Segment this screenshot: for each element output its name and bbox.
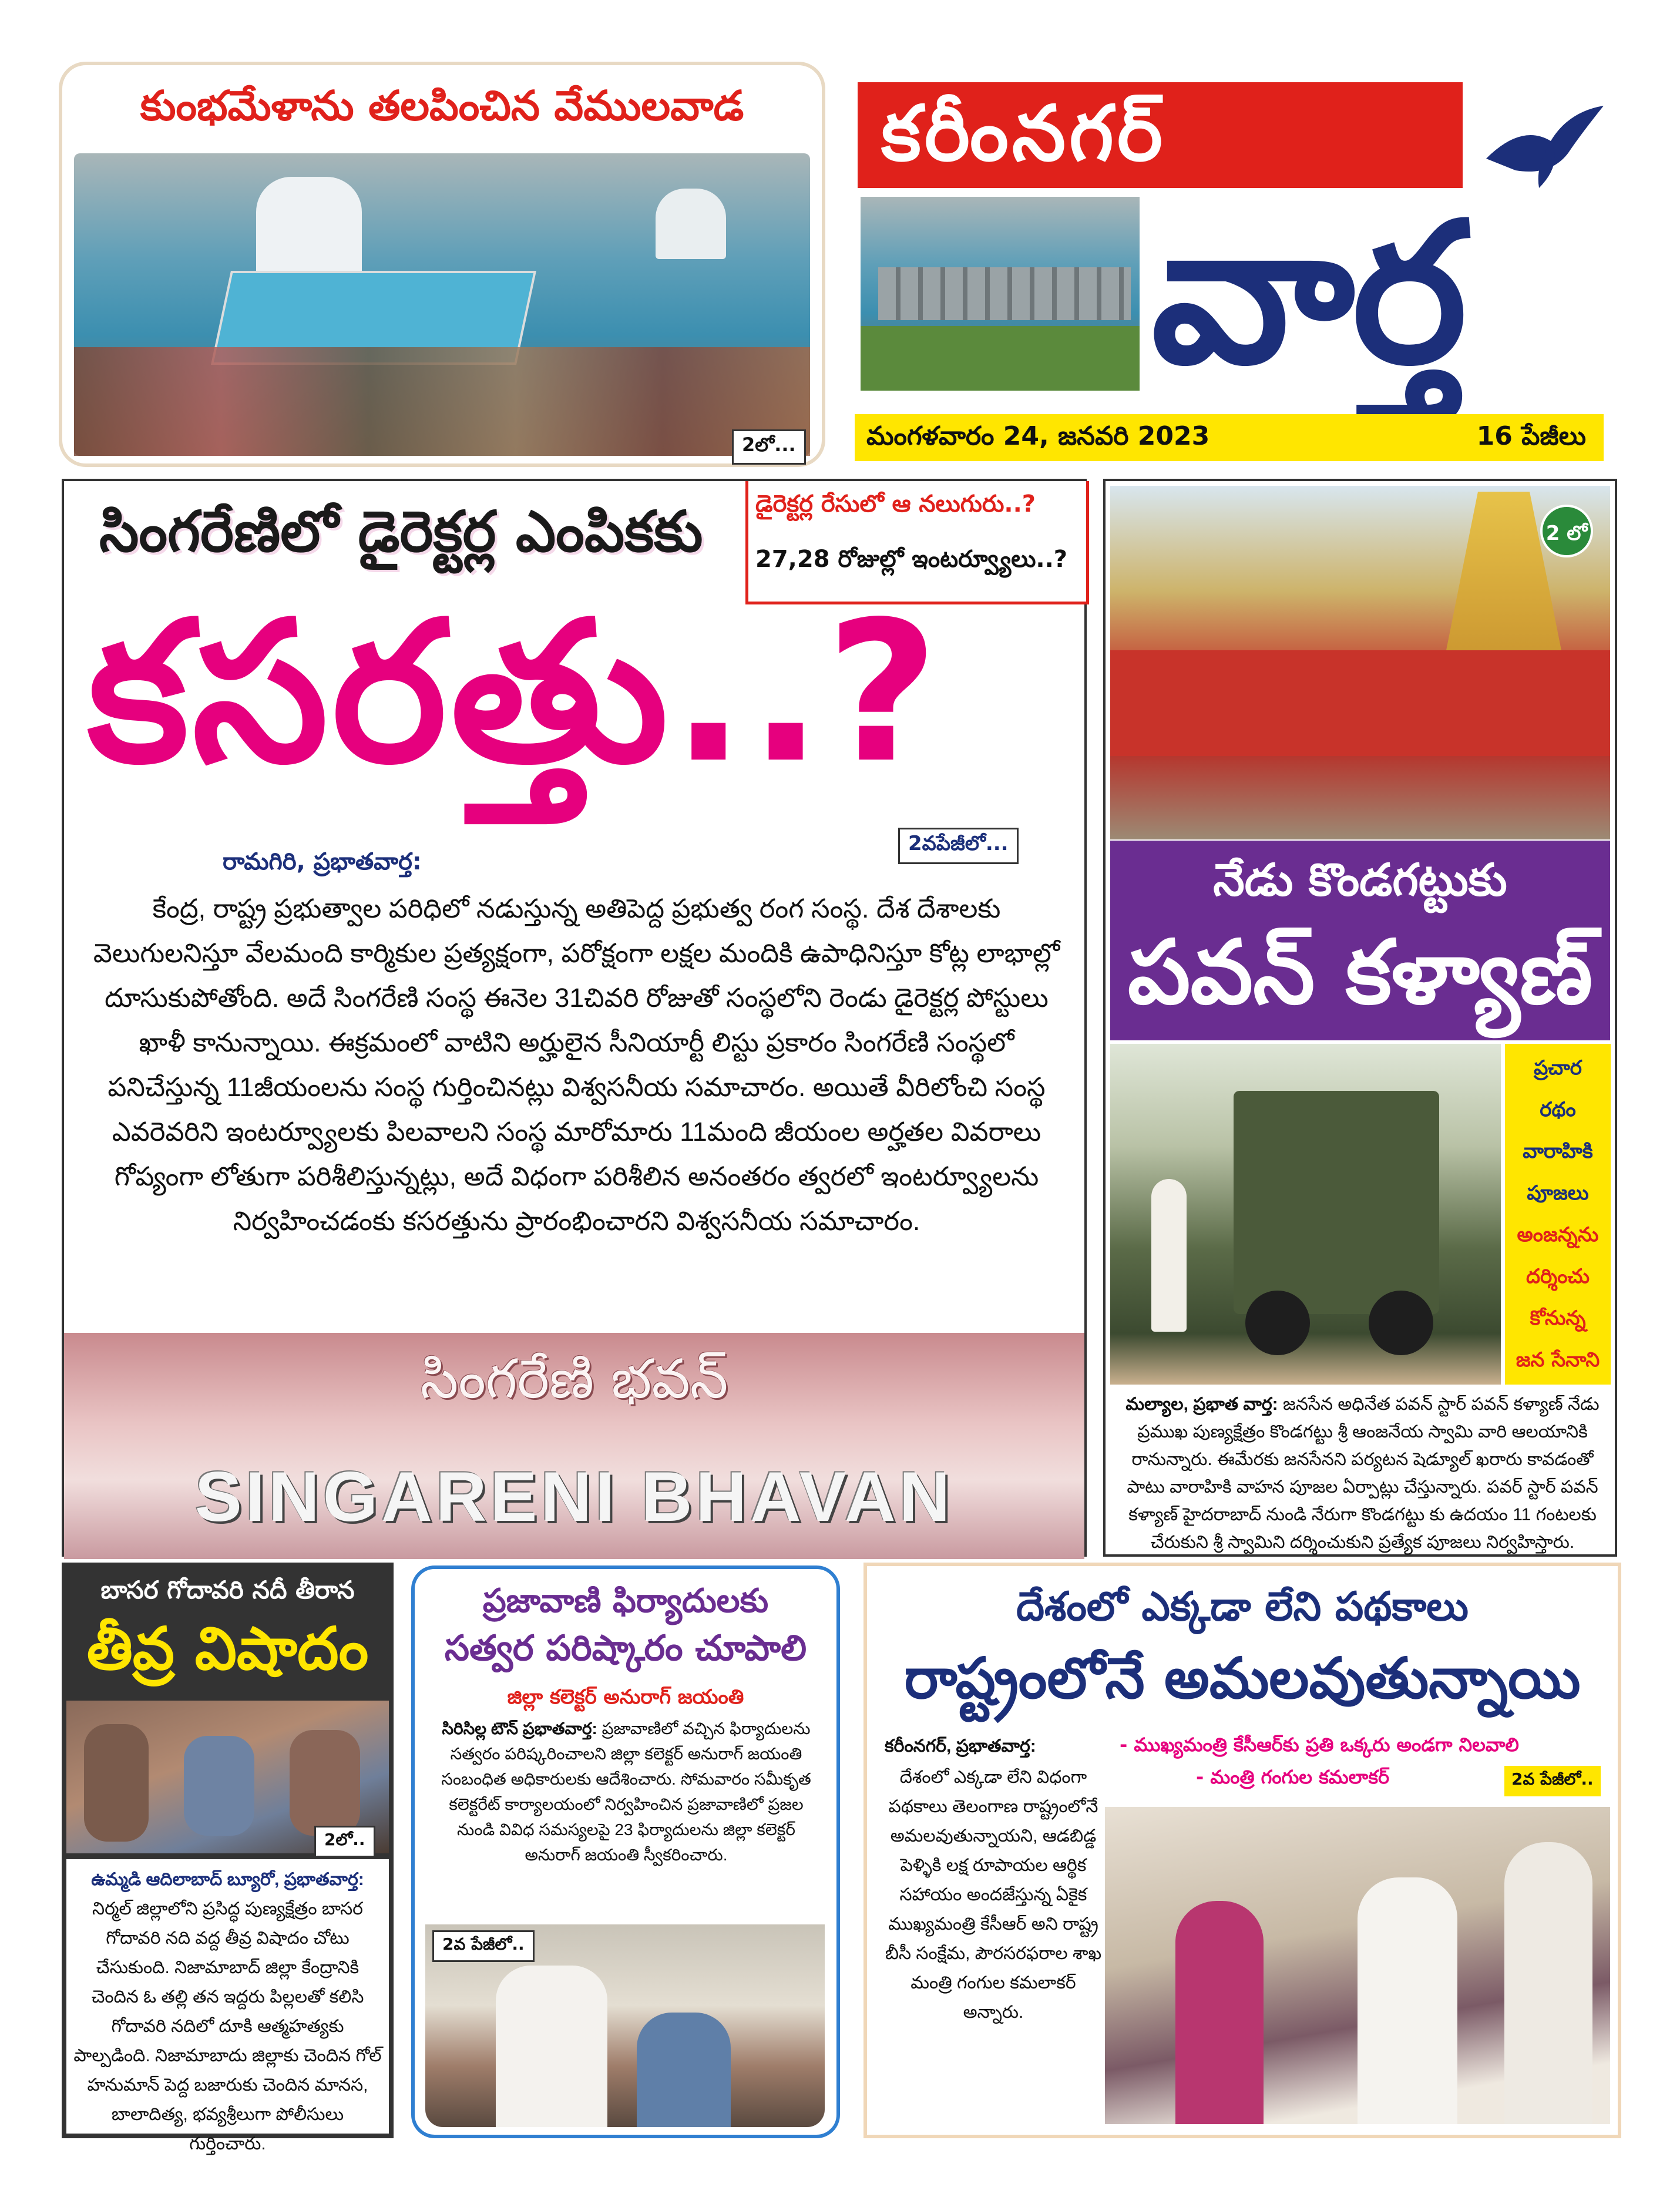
photo-figure-3	[290, 1730, 360, 1836]
temple-wall	[1110, 650, 1610, 756]
photo-figure-2	[184, 1736, 254, 1836]
lead-more-tag[interactable]: 2వపేజీలో...	[898, 828, 1019, 864]
right-headline: పవన్ కళ్యాణ్	[1127, 922, 1593, 1024]
schemes-body: దేశంలో ఎక్కడా లేని విధంగా పథకాలు తెలంగాణ రాష్ట్రంలోనే అమలవుతున్నాయని, ఆడబిడ్డ పెళ్ళికి లక్ష రూపాయల ఆర్థిక సహాయం అందజేస్తున్న ఏకైక ముఖ్యమంత్రి కేసీఆర్ అని రాష్ట్ర బీసీ సంక్షేమ, పౌరసరఫరాల శాఖ మంత్రి గంగుల కమలాకర్ అన్నారు.	[885, 1768, 1102, 2022]
side-word-8: జన సేనాని	[1516, 1348, 1600, 1372]
singareni-bhavan-photo	[64, 1333, 1084, 1559]
lead-headline: కసరత్తు..?	[88, 580, 942, 805]
basara-headline: తీవ్ర విషాదం	[86, 1614, 369, 1683]
schemes-story	[863, 1563, 1621, 2138]
right-body	[1123, 1390, 1602, 1556]
masthead-logo-main: వార్త	[1151, 181, 1465, 407]
masthead-red-bar	[858, 82, 1463, 188]
right-body-text: జనసేన అధినేత పవన్ స్టార్ పవన్ కళ్యాణ్ నేడు ప్రముఖ పుణ్యక్షేత్రం కొండగట్టు శ్రీ ఆంజనేయ స్వామి వారి ఆలయానికి రానున్నారు. ఈమేరకు జనసేనని పర్యటన షెడ్యూల్ ఖరారు కావడంతో పాటు వారాహికి వాహన పూజల ఏర్పాట్లు చేస్తున్నారు. పవర్ స్టార్ పవన్ కళ్యాణ్ హైదరాబాద్ నుండి నేరుగా కొండగట్టు కు ఉదయం 11 గంటలకు చేరుకుని శ్రీ స్వామిని దర్శించుకుని ప్రత్యేక పూజలు నిర్వహిస్తారు.	[1127, 1395, 1600, 1552]
photo-man-white	[496, 1966, 607, 2127]
prajavani-headline-2: సత్వర పరిష్కారం చూపాలి	[444, 1628, 807, 1669]
masthead-date-bar	[855, 414, 1604, 461]
prajavani-headline-1: ప్రజావాణి ఫిర్యాదులకు	[482, 1582, 769, 1620]
side-word-6: దర్శించు	[1526, 1265, 1590, 1288]
right-headline-panel	[1110, 841, 1610, 1040]
schemes-quote-2: - మంత్రి గంగుల కమలాకర్	[1196, 1766, 1390, 1788]
side-word-1: ప్రచార	[1534, 1056, 1582, 1080]
lead-body: కేంద్ర, రాష్ట్ర ప్రభుత్వాల పరిధిలో నడుస్తున్న అతిపెద్ద ప్రభుత్వ రంగ సంస్థ. దేశ దేశాలకు వెలుగులనిస్తూ వేలమంది కార్మికుల ప్రత్యక్షంగా, పరోక్షంగా లక్షల మందికి ఉపాధినిస్తూ కోట్ల లాభాల్లో దూసుకుపోతోంది. అదే సింగరేణి సంస్థ ఈనెల 31చివరి రోజుతో సంస్థలోని రెండు డైరెక్టర్ల పోస్టులు ఖాళీ కానున్నాయి. ఈక్రమంలో వాటిని అర్హులైన సీనియార్టీ లిస్టు ప్రకారం సింగరేణి సంస్థలో పనిచేస్తున్న 11జీయంలను సంస్థ గుర్తించినట్లు విశ్వసనీయ సమాచారం. అయితే వీరిలోంచి సంస్థ ఎవరెవరిని ఇంటర్వ్యూలకు పిలవాలని సంస్థ మారోమారు 11మంది జీయంల అర్హతల వివరాలు గోప్యంగా లోతుగా పరిశీలిస్తున్నట్లు, అదే విధంగా పరిశీలిన అనంతరం త్వరలో ఇంటర్వ్యూలను నిర్వహించడంకు కసరత్తును ప్రారంభించారని విశ్వసనీయ సమాచారం.	[93, 893, 1060, 1236]
side-word-2: రథం	[1540, 1098, 1576, 1121]
lead-side-q1: డైరెక్టర్ల రేసులో ఆ నలుగురు..?	[755, 491, 1036, 518]
kumbh-mela-photo	[74, 153, 810, 456]
basara-dateline: ఉమ్మడి ఆదిలాబాద్ బ్యూరో, ప్రభాతవార్త:	[91, 1870, 364, 1889]
top-feature-tag[interactable]: 2లో...	[732, 429, 806, 465]
crowd-shape	[74, 347, 810, 456]
basara-body-panel	[66, 1859, 389, 2154]
right-badge[interactable]	[1540, 505, 1593, 557]
dam-green	[861, 326, 1140, 391]
photo-woman	[1175, 1901, 1264, 2124]
lead-dateline: రామగిరి, ప్రభాతవార్త:	[223, 848, 422, 875]
right-story	[1103, 479, 1617, 1557]
prajavani-tag[interactable]: 2వ పేజీలో..	[432, 1930, 535, 1962]
schemes-photo	[1105, 1807, 1610, 2124]
prajavani-body-text: ప్రజావాణిలో వచ్చిన ఫిర్యాదులను సత్వరం పరిష్కరించాలని జిల్లా కలెక్టర్ అనురాగ్ జయంతి సంబంధిత అధికారులకు ఆదేశించారు. సోమవారం సమీకృత కలెక్టరేట్ కార్యాలయంలో నిర్వహించిన ప్రజావాణిలో ప్రజల నుండి వివిధ సమస్యలపై 23 ఫిర్యాదులను జిల్లా కలెక్టర్ అనురాగ్ జయంతి స్వీకరించారు.	[441, 1719, 811, 1864]
temple-shape-small	[656, 189, 726, 259]
dam-wall	[878, 267, 1131, 320]
bhavan-telugu-text: సింగరేణి భవన్	[420, 1348, 728, 1410]
schemes-headline-2: రాష్ట్రంలోనే అమలవుతున్నాయి	[904, 1645, 1581, 1711]
schemes-dateline: కరీంనగర్, ప్రభాతవార్త:	[885, 1736, 1036, 1756]
side-word-3: వారాహికి	[1523, 1140, 1593, 1163]
photo-man-right	[1504, 1842, 1592, 2124]
prajavani-dateline: సిరిసిల్ల టౌన్ ప్రభాతవార్త:	[442, 1719, 597, 1738]
right-side-words	[1505, 1044, 1611, 1385]
basara-body: నిర్మల్ జిల్లాలోని ప్రసిద్ధ పుణ్యక్షేత్రం బాసర గోదావరి నది వద్ద తీవ్ర విషాదం చోటు చేసుకుంది. నిజామాబాద్ జిల్లా కేంద్రానికి చెందిన ఓ తల్లి తన ఇద్దరు పిల్లలతో కలిసి గోదావరి నదిలో దూకి ఆత్మహత్యకు పాల్పడింది. నిజామాబాదు జిల్లాకు చెందిన గోల్ హనుమాన్ పెద్ద బజారుకు చెందిన మానస, బాలాదిత్య, భవ్యశ్రీలుగా పోలీసులు గుర్తించారు.	[73, 1899, 382, 2154]
schemes-tag[interactable]: 2వ పేజీలో..	[1504, 1766, 1601, 1796]
lead-story	[62, 479, 1087, 1557]
schemes-headline-1: దేశంలో ఎక్కడా లేని పథకాలు	[1016, 1584, 1469, 1630]
basara-tag[interactable]: 2లో..	[314, 1826, 375, 1857]
photo-minister	[1358, 1877, 1457, 2124]
basara-story	[62, 1563, 394, 2154]
photo-man-blue	[637, 2013, 731, 2127]
dam-photo	[861, 197, 1140, 391]
top-feature-box	[59, 62, 825, 467]
truck-wheel-right	[1369, 1291, 1433, 1355]
schemes-quote-1: - ముఖ్యమంత్రి కేసీఆర్‌కు ప్రతి ఒక్కరు అండగా నిలవాలి	[1120, 1734, 1519, 1756]
right-badge-text: 2 లో	[1545, 522, 1588, 545]
temple-shape	[256, 177, 362, 277]
bhavan-english-text: SINGARENI BHAVAN	[194, 1457, 954, 1536]
varahi-vehicle-photo	[1110, 1044, 1501, 1385]
truck-wheel-left	[1245, 1291, 1310, 1355]
prajavani-byline: జిల్లా కలెక్టర్ అనురాగ్ జయంతి	[507, 1685, 744, 1709]
side-word-5: అంజన్నను	[1517, 1223, 1599, 1247]
masthead-logo-top: కరీంనగర్	[881, 89, 1167, 178]
side-word-4: పూజలు	[1527, 1181, 1589, 1205]
prajavani-body	[432, 1716, 820, 1867]
kondagattu-temple-photo	[1110, 486, 1610, 839]
right-subhead: నేడు కొండగట్టుకు	[1213, 854, 1507, 906]
top-feature-headline: కుంభమేళాను తలపించిన వేములవాడ	[140, 82, 744, 130]
right-dateline: మల్యాల, ప్రభాత వార్త:	[1125, 1395, 1278, 1414]
basara-kicker: బాసర గోదావరి నదీ తీరాన	[100, 1575, 355, 1604]
person-figure	[1151, 1179, 1187, 1332]
truck-body	[1234, 1091, 1439, 1314]
masthead-pages: 16 పేజీలు	[1476, 421, 1586, 451]
lead-kicker: సింగరేణిలో డైరెక్టర్ల ఎంపికకు	[99, 499, 703, 565]
masthead-date: మంగళవారం 24, జనవరి 2023	[866, 421, 1210, 451]
lead-side-q2: 27,28 రోజుల్లో ఇంటర్వ్యూలు..?	[755, 546, 1068, 573]
photo-figure-1	[84, 1724, 149, 1842]
side-word-7: కోనున్న	[1530, 1306, 1586, 1330]
prajavani-story	[411, 1565, 840, 2138]
